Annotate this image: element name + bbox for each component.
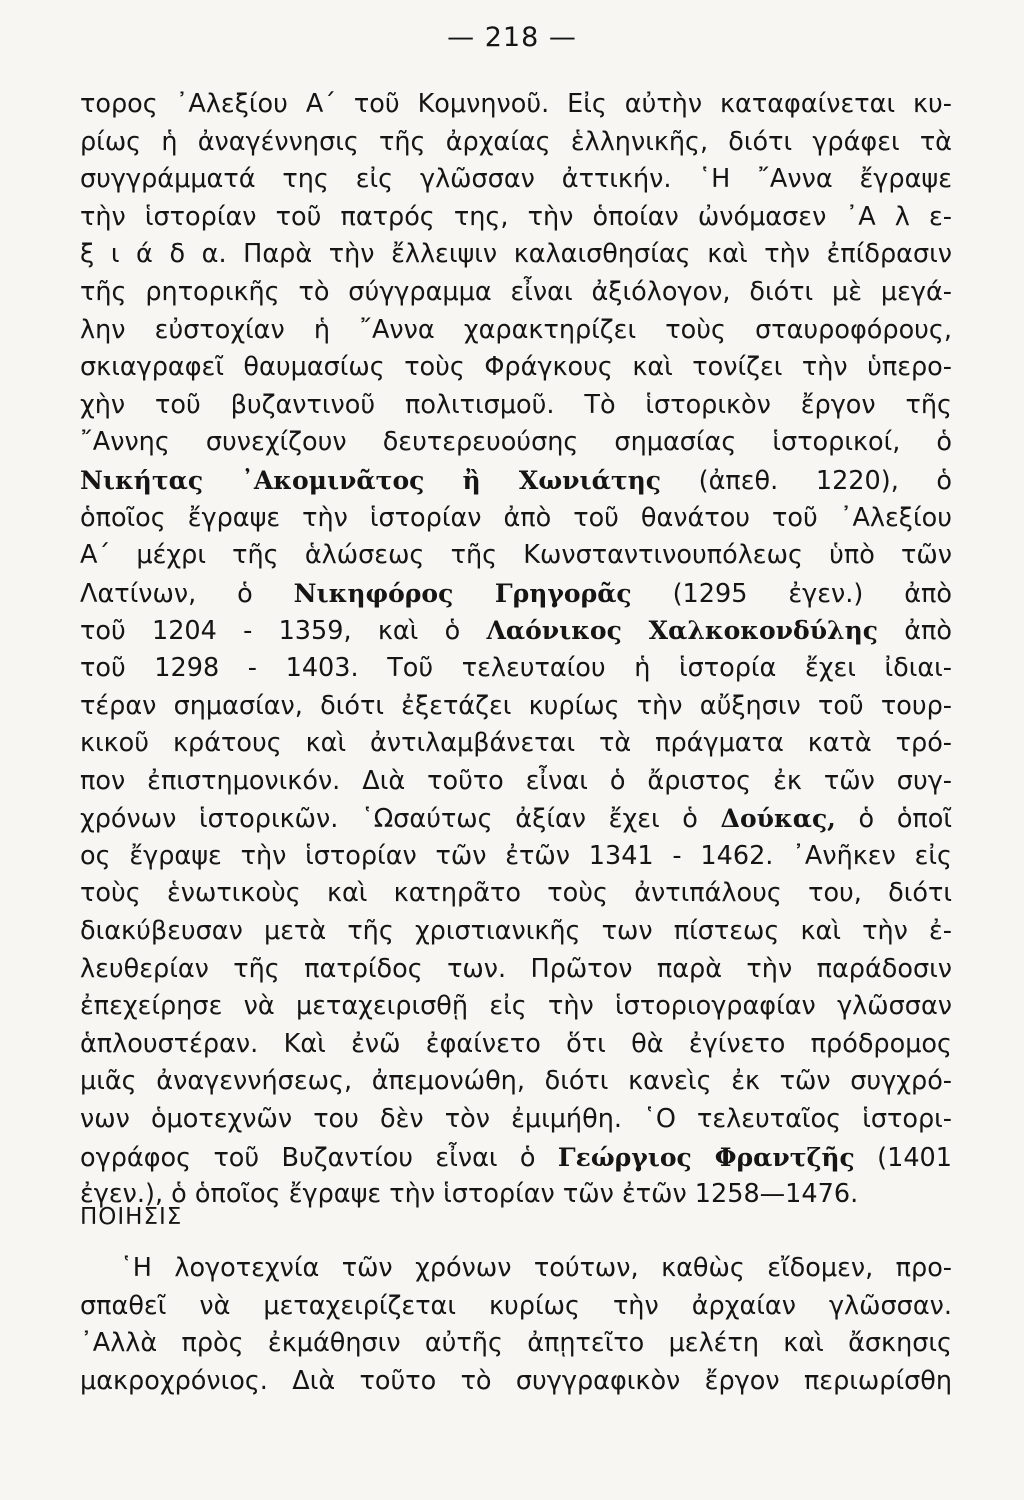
text-line: Νικήτας ᾿Ακομινᾶτος ἢ Χωνιάτης (ἀπεθ. 1220), ὁ <box>80 465 953 496</box>
text-line: νων ὁμοτεχνῶν του δὲν τὸν ἐμιμήθη. ῾Ο τελευταῖος ἱστορι- <box>80 1104 952 1135</box>
text-line: ξ ι ά δ α. Παρὰ τὴν ἔλλειψιν καλαισθησίας καὶ τὴν ἐπίδρασιν <box>80 239 952 270</box>
text-line: Λατίνων, ὁ Νικηφόρος Γρηγορᾶς (1295 ἐγεν.) ἀπὸ <box>80 578 953 609</box>
text-line: τέραν σημασίαν, διότι ἐξετάζει κυρίως τὴν αὔξησιν τοῦ τουρ- <box>80 690 952 721</box>
poetry-paragraph <box>80 1250 952 1400</box>
text-line: ογράφος τοῦ Βυζαντίου εἶναι ὁ Γεώργιος Φραντζῆς (1401 <box>80 1142 953 1173</box>
text-line: ᾿Αλλὰ πρὸς ἐκμάθησιν αὐτῆς ἀπῃτεῖτο μελέτη καὶ ἄσκησις <box>80 1328 952 1359</box>
author-name: Δούκας, <box>720 804 836 834</box>
text-line: ὁποῖος ἔγραψε τὴν ἱστορίαν ἀπὸ τοῦ θανάτου τοῦ ᾿Αλεξίου <box>80 502 952 533</box>
section-heading: ΠΟΙΗΣΙΣ <box>80 1204 183 1230</box>
text-line: ος ἔγραψε τὴν ἱστορίαν τῶν ἐτῶν 1341 - 1462. ᾿Ανῆκεν εἰς <box>80 840 952 871</box>
text-line: πον ἐπιστημονικόν. Διὰ τοῦτο εἶναι ὁ ἄριστος ἐκ τῶν συγ- <box>80 765 952 796</box>
text-line: ἁπλουστέραν. Καὶ ἐνῶ ἐφαίνετο ὅτι θὰ ἐγίνετο πρόδρομος <box>80 1028 952 1059</box>
text-line: κικοῦ κράτους καὶ ἀντιλαμβάνεται τὰ πράγματα κατὰ τρό- <box>80 728 952 759</box>
text-line: χρόνων ἱστορικῶν. ῾Ωσαύτως ἀξίαν ἔχει ὁ Δούκας, ὁ ὁποῖ <box>80 804 953 835</box>
author-name: Γεώργιος Φραντζῆς <box>557 1142 855 1172</box>
text-line: λην εὐστοχίαν ἡ ῎Αννα χαρακτηρίζει τοὺς σταυροφόρους, <box>80 314 952 345</box>
page-number: — 218 — <box>447 22 577 53</box>
history-paragraph <box>80 86 952 1214</box>
text-line: συγγράμματά της εἰς γλῶσσαν ἀττικήν. ῾Η ῎Αννα ἔγραψε <box>80 164 952 195</box>
author-name: Λαόνικος Χαλκοκονδύλης <box>486 616 878 646</box>
text-line: μιᾶς ἀναγεννήσεως, ἀπεμονώθη, διότι κανεὶς ἐκ τῶν συγχρό- <box>80 1066 952 1097</box>
text-line: διακύβευσαν μετὰ τῆς χριστιανικῆς των πίστεως καὶ τὴν ἐ- <box>80 916 952 947</box>
text-line: ρίως ἡ ἀναγέννησις τῆς ἀρχαίας ἑλληνικῆς, διότι γράφει τὰ <box>80 126 952 157</box>
text-line: ῎Αννης συνεχίζουν δευτερευούσης σημασίας ἱστορικοί, ὁ <box>80 427 952 458</box>
text-line: τοῦ 1298 - 1403. Τοῦ τελευταίου ἡ ἱστορία ἔχει ἰδιαι- <box>80 652 952 683</box>
text-line: χὴν τοῦ βυζαντινοῦ πολιτισμοῦ. Τὸ ἱστορικὸν ἔργον τῆς <box>80 389 952 420</box>
text-line: λευθερίαν τῆς πατρίδος των. Πρῶτον παρὰ τὴν παράδοσιν <box>80 953 952 984</box>
text-line: τορος ᾿Αλεξίου Α΄ τοῦ Κομνηνοῦ. Εἰς αὐτὴν καταφαίνεται κυ- <box>80 89 952 119</box>
text-line: μακροχρόνιος. Διὰ τοῦτο τὸ συγγραφικὸν ἔργον περιωρίσθη <box>80 1365 952 1396</box>
text-line: ἐγεν.), ὁ ὁποῖος ἔγραψε τὴν ἱστορίαν τῶν ἐτῶν 1258—1476. <box>80 1179 859 1210</box>
text-line: Α΄ μέχρι τῆς ἁλώσεως τῆς Κωνσταντινουπόλεως ὑπὸ τῶν <box>80 540 952 571</box>
text-line: σκιαγραφεῖ θαυμασίως τοὺς Φράγκους καὶ τονίζει τὴν ὑπερο- <box>80 352 952 383</box>
text-line: τὴν ἱστορίαν τοῦ πατρός της, τὴν ὁποίαν ὠνόμασεν ᾿Α λ ε- <box>80 201 952 232</box>
text-line: ῾Η λογοτεχνία τῶν χρόνων τούτων, καθὼς εἴδομεν, προ- <box>120 1253 952 1283</box>
text-line: τῆς ρητορικῆς τὸ σύγγραμμα εἶναι ἀξιόλογον, διότι μὲ μεγά- <box>80 276 952 307</box>
author-name: Νικήτας ᾿Ακομινᾶτος ἢ Χωνιάτης <box>80 465 662 495</box>
text-line: τοὺς ἑνωτικοὺς καὶ κατηρᾶτο τοὺς ἀντιπάλους του, διότι <box>80 878 952 909</box>
text-line: ἐπεχείρησε νὰ μεταχειρισθῇ εἰς τὴν ἱστοριογραφίαν γλῶσσαν <box>80 991 952 1022</box>
author-name: Νικηφόρος Γρηγορᾶς <box>293 578 632 608</box>
text-line: τοῦ 1204 - 1359, καὶ ὁ Λαόνικος Χαλκοκονδύλης ἀπὸ <box>80 616 952 647</box>
text-line: σπαθεῖ νὰ μεταχειρίζεται κυρίως τὴν ἀρχαίαν γλῶσσαν. <box>80 1290 952 1321</box>
